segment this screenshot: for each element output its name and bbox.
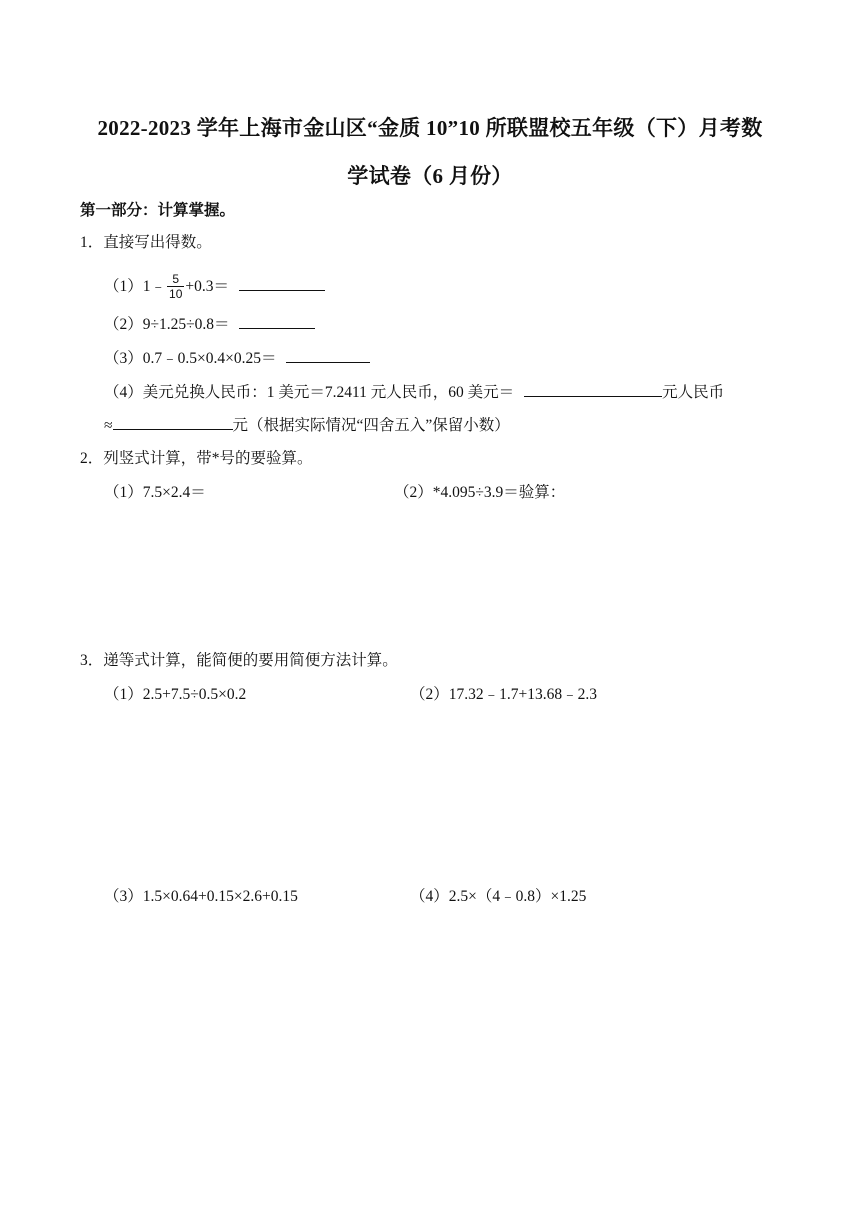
q3-item4: （4）2.5×（4﹣0.8）×1.25 <box>410 888 587 905</box>
exam-title-line2: 学试卷（6 月份） <box>347 164 513 188</box>
q1-item4 <box>104 382 724 403</box>
q3-item2: （2）17.32﹣1.7+13.68﹣2.3 <box>410 686 597 703</box>
approx-sign: ≈ <box>104 417 113 434</box>
q1-item4-unit2: 元（根据实际情况“四舍五入”保留小数） <box>232 417 510 434</box>
q1-item2-text: （2）9÷1.25÷0.8＝ <box>104 316 230 333</box>
part1-heading: 第一部分：计算掌握。 <box>80 202 236 219</box>
q2-item1: （1）7.5×2.4＝ <box>104 484 206 501</box>
exam-title-line1: 2022-2023 学年上海市金山区“金质 10”10 所联盟校五年级（下）月考数 <box>97 116 763 140</box>
q3-item1: （1）2.5+7.5÷0.5×0.2 <box>104 686 247 703</box>
q1-item1-suffix: +0.3＝ <box>185 278 229 296</box>
answer-blank[interactable] <box>239 276 325 291</box>
answer-blank[interactable] <box>286 348 370 363</box>
fraction-denominator: 10 <box>169 287 183 301</box>
q3-item3: （3）1.5×0.64+0.15×2.6+0.15 <box>104 888 298 905</box>
fraction-numerator: 5 <box>172 272 180 286</box>
q1-stem: 1．直接写出得数。 <box>80 234 212 251</box>
fraction <box>167 273 184 300</box>
answer-blank[interactable] <box>239 314 315 329</box>
answer-blank[interactable] <box>524 382 662 397</box>
answer-blank[interactable] <box>113 415 233 430</box>
q3-stem: 3．递等式计算，能简便的要用简便方法计算。 <box>80 652 398 669</box>
q1-item3-text: （3）0.7﹣0.5×0.4×0.25＝ <box>104 350 277 367</box>
q1-item1 <box>104 274 325 301</box>
q1-item1-prefix: （1）1﹣ <box>104 278 167 296</box>
q1-item2 <box>104 314 315 335</box>
q1-item4-cont <box>104 415 510 436</box>
q2-stem: 2．列竖式计算，带*号的要验算。 <box>80 450 313 467</box>
q1-item4-unit1: 元人民币 <box>662 384 725 401</box>
q1-item4-text: （4）美元兑换人民币：1 美元＝7.2411 元人民币，60 美元＝ <box>104 384 515 401</box>
q1-item3 <box>104 348 370 369</box>
q2-item2: （2）*4.095÷3.9＝验算： <box>394 484 566 501</box>
